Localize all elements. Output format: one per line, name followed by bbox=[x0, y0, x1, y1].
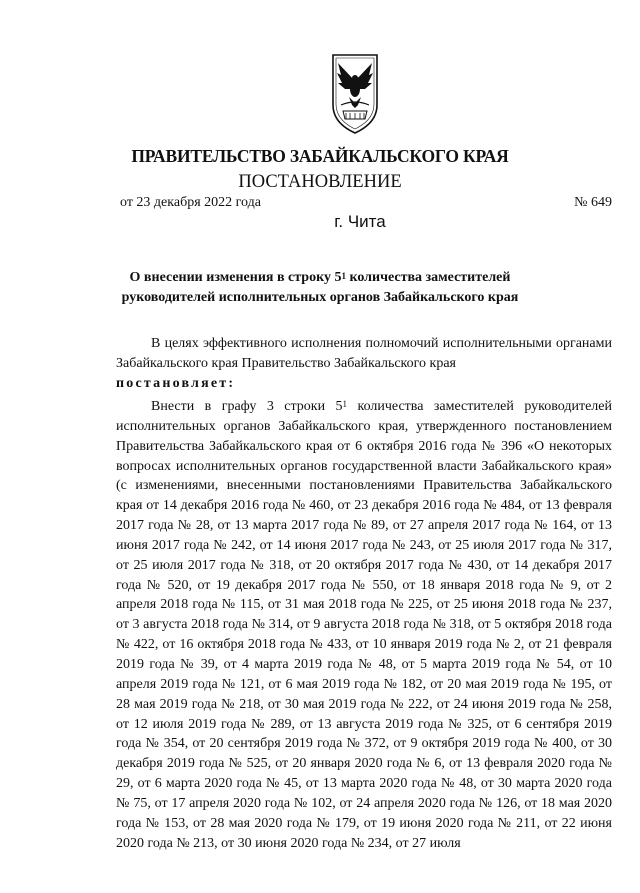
title-line1-end: количества заместителей bbox=[345, 270, 511, 285]
government-name: ПРАВИТЕЛЬСТВО ЗАБАЙКАЛЬСКОГО КРАЯ bbox=[131, 146, 509, 166]
main-paragraph bbox=[116, 397, 612, 853]
preamble-text: В целях эффективного исполнения полномочий исполнительными органами Забайкальского края Правительство Забайкальского края bbox=[116, 336, 612, 371]
document-title bbox=[60, 268, 580, 308]
coat-of-arms-eagle-icon bbox=[329, 53, 381, 135]
preamble-paragraph bbox=[116, 334, 612, 394]
title-line1-start: О внесении изменения в строку 5 bbox=[129, 270, 342, 285]
main-text-start: Внести в графу 3 строки 5 bbox=[151, 399, 343, 414]
title-line2: руководителей исполнительных органов Забайкальского края bbox=[121, 290, 519, 305]
resolves-word: постановляет: bbox=[116, 375, 236, 391]
document-city: г. Чита bbox=[334, 212, 386, 231]
document-type: ПОСТАНОВЛЕНИЕ bbox=[238, 172, 402, 192]
main-text-rest: количества заместителей руководителей исполнительных органов Забайкальского края, утвержденного постановлением Правительства Забайкальского края от 6 октября 2016 года № 396 «О некоторых вопросах исполнительных органов государственной власти Забайкальского края» (с изменениями, внесенными постановлениями Правительства Забайкальского края от 14 декабря 2016 года № 460, от 23 декабря 2016 года № 484, от 13 февраля 2017 года № 28, от 13 марта 2017 года № 89, от 27 апреля 2017 года № 164, от 13 июня 2017 года № 242, от 14 июня 2017 года № 243, от 25 июля 2017 года № 317, от 25 июля 2017 года № 318, от 20 октября 2017 года № 430, от 14 декабря 2017 года № 520, от 19 декабря 2017 года № 550, от 18 января 2018 года № 9, от 2 апреля 2018 года № 115, от 31 мая 2018 года № 225, от 25 июня 2018 года № 237, от 3 августа 2018 года № 314, от 9 августа 2018 года № 318, от 5 октября 2018 года № 422, от 16 октября 2018 года № 433, от 10 января 2019 года № 2, от 21 февраля 2019 года № 39, от 4 марта 2019 года № 48, от 5 марта 2019 года № 54, от 10 апреля 2019 года № 121, от 6 мая 2019 года № 182, от 20 мая 2019 года № 195, от 28 мая 2019 года № 218, от 30 мая 2019 года № 222, от 24 июня 2019 года № 258, от 12 июля 2019 года № 289, от 13 августа 2019 года № 325, от 6 сентября 2019 года № 354, от 20 сентября 2019 года № 372, от 9 октября 2019 года № 400, от 30 декабря 2019 года № 525, от 20 января 2020 года № 6, от 13 февраля 2020 года № 29, от 6 марта 2020 года № 45, от 13 марта 2020 года № 48, от 30 марта 2020 года № 75, от 17 апреля 2020 года № 102, от 24 апреля 2020 года № 126, от 18 мая 2020 года № 153, от 28 мая 2020 года № 179, от 19 июня 2020 года № 211, от 22 июня 2020 года № 213, от 30 июня 2020 года № 234, от 27 июля bbox=[116, 399, 612, 851]
main-superscript: 1 bbox=[342, 399, 348, 409]
document-number: № 649 bbox=[574, 195, 612, 210]
title-superscript: 1 bbox=[341, 271, 346, 281]
document-date: от 23 декабря 2022 года bbox=[120, 195, 261, 210]
